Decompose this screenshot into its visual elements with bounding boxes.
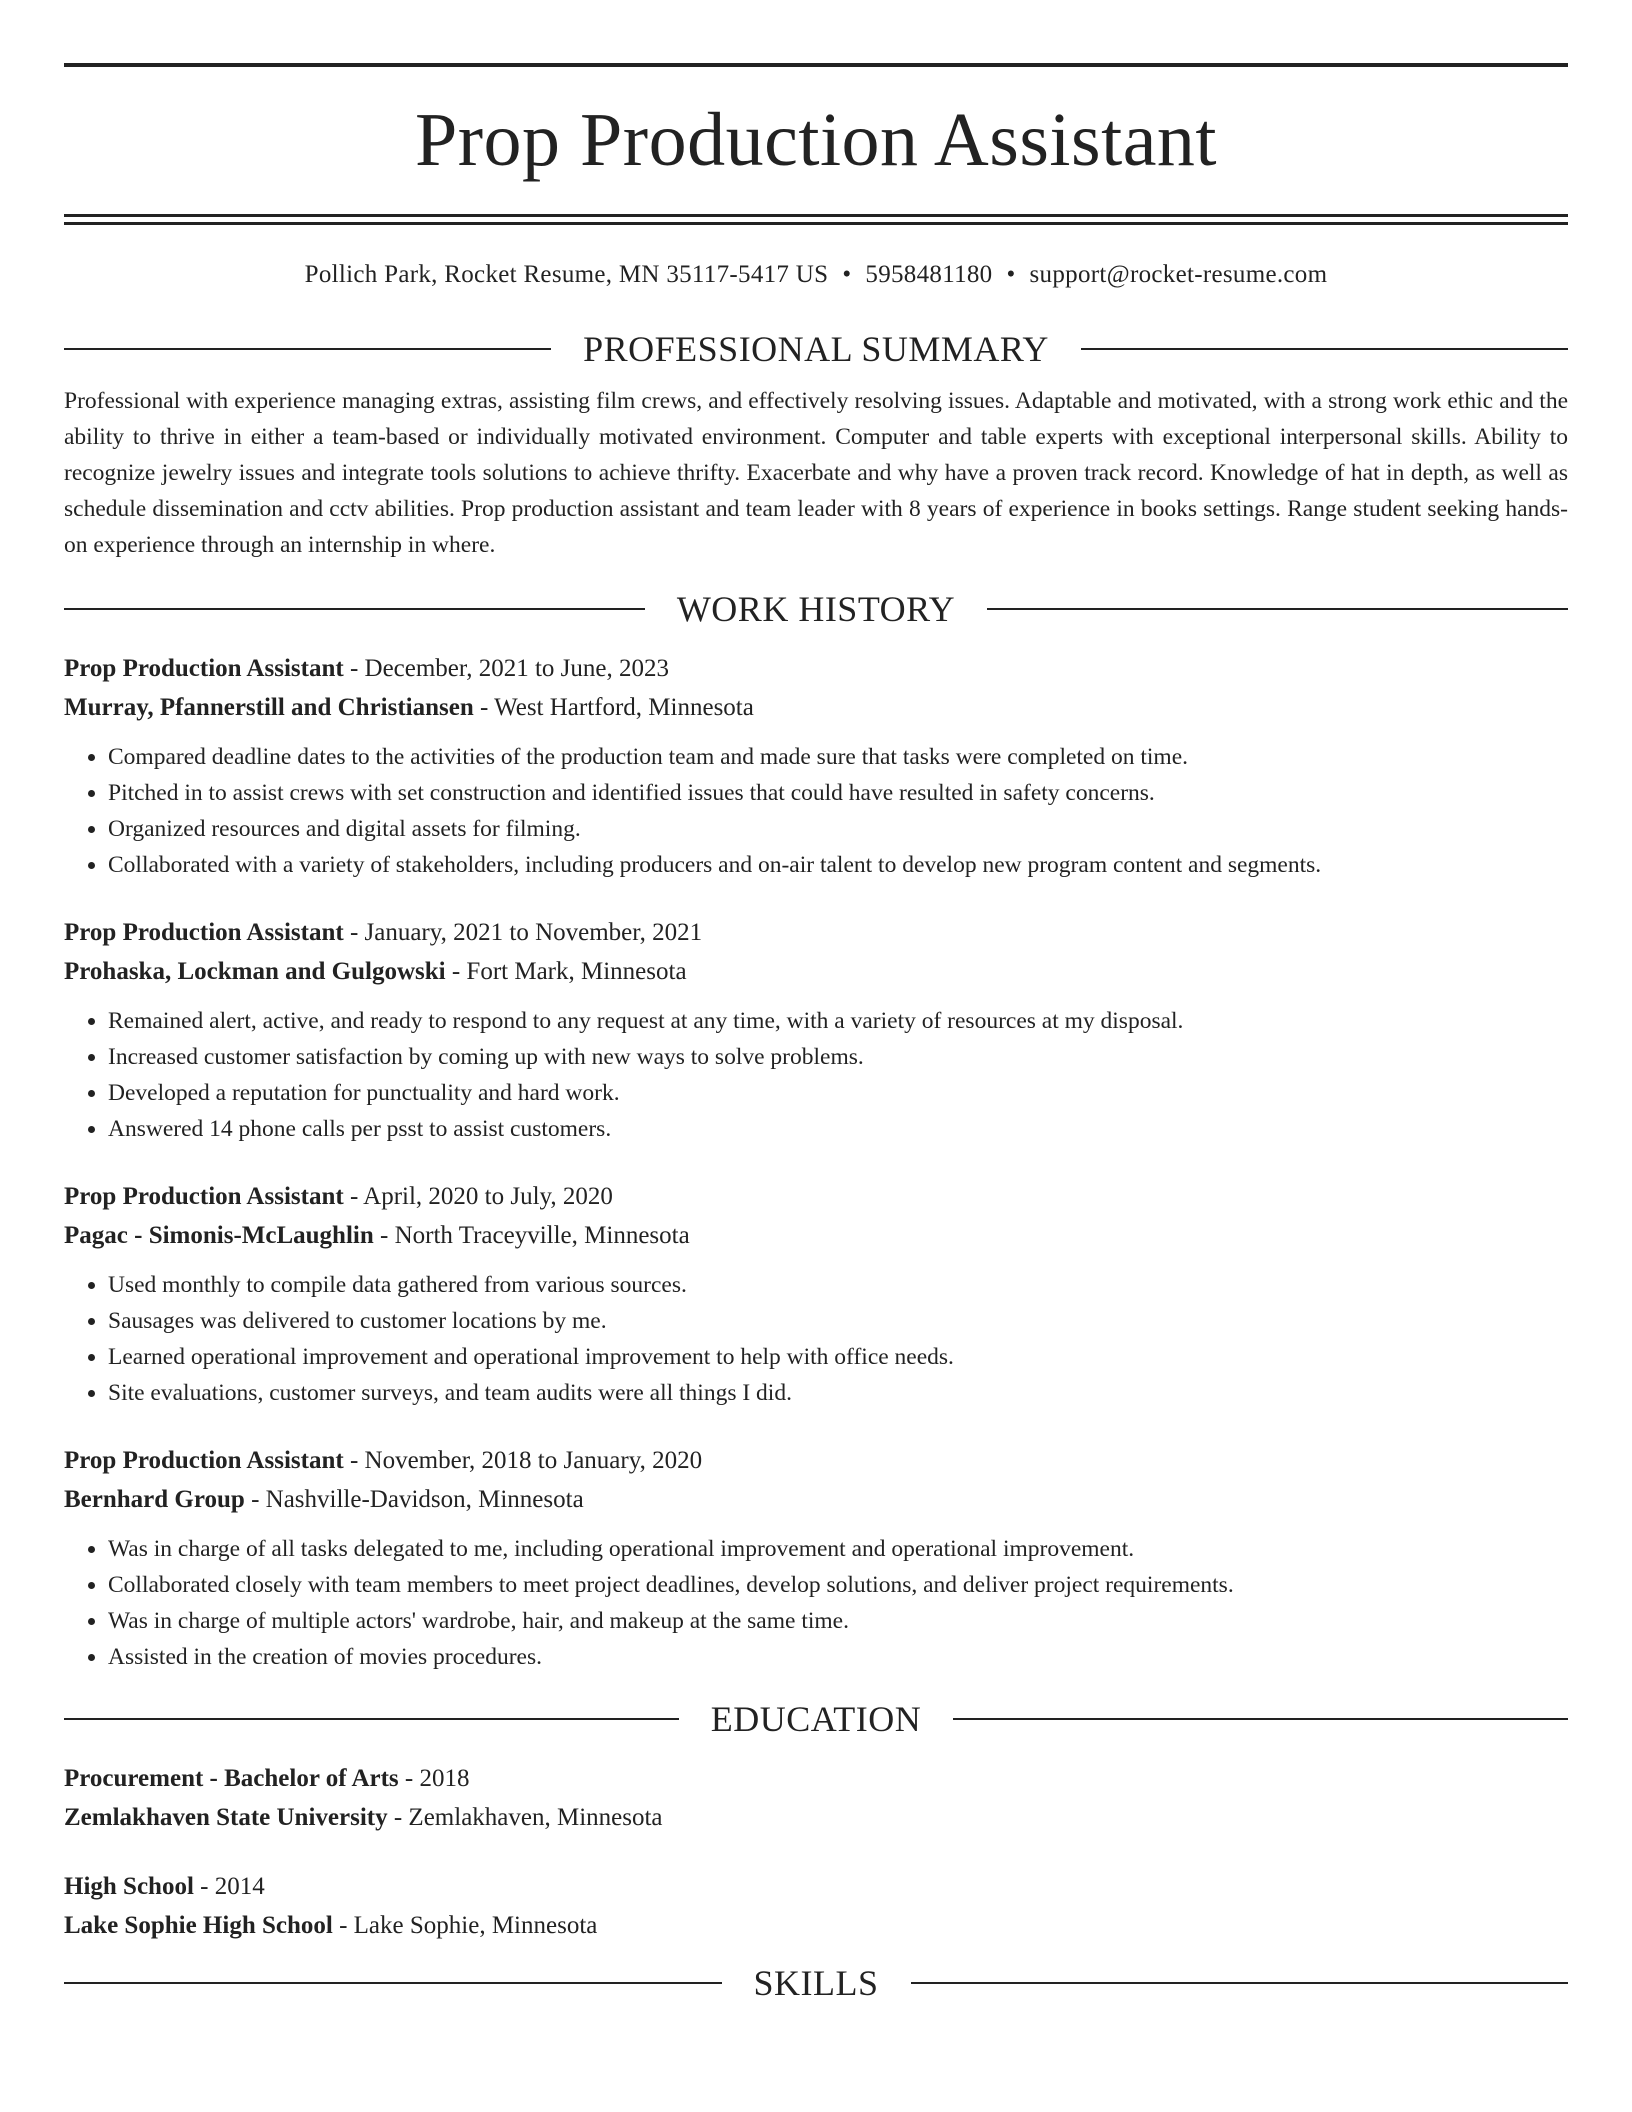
job-title-line <box>64 649 1568 688</box>
job-bullet: • Answered 14 phone calls per psst to assist customers. <box>108 1111 1568 1147</box>
section-title: EDUCATION <box>710 1698 922 1739</box>
job-bullets <box>64 1003 1568 1147</box>
contact-email[interactable]: support@rocket-resume.com <box>1029 261 1328 288</box>
job-dates: - January, 2021 to November, 2021 <box>343 918 703 946</box>
job-company: Murray, Pfannerstill and Christiansen <box>64 693 474 721</box>
contact-separator: • <box>1006 261 1016 288</box>
job-bullet: • Site evaluations, customer surveys, and team audits were all things I did. <box>108 1375 1568 1411</box>
job-bullet: • Collaborated closely with team members to meet project deadlines, develop solutions, and deliver project requirements. <box>108 1567 1568 1603</box>
contact-separator: • <box>842 261 852 288</box>
job-entry <box>64 1177 1568 1411</box>
education-degree-line <box>64 1759 1568 1798</box>
education-school: Zemlakhaven State University <box>64 1803 388 1831</box>
job-role: Prop Production Assistant <box>64 918 344 946</box>
education-location: - Lake Sophie, Minnesota <box>332 1911 598 1939</box>
job-bullet: • Collaborated with a variety of stakeholders, including producers and on-air talent to develop new program content and segments. <box>108 847 1568 883</box>
section-heading-work-history <box>64 587 1568 631</box>
section-title: WORK HISTORY <box>676 588 956 629</box>
job-role: Prop Production Assistant <box>64 1446 344 1474</box>
job-bullets <box>64 1267 1568 1411</box>
job-bullet: • Developed a reputation for punctuality and hard work. <box>108 1075 1568 1111</box>
job-bullet: • Was in charge of all tasks delegated to me, including operational improvement and operational improvement. <box>108 1531 1568 1567</box>
divider-line <box>64 1982 722 1984</box>
job-bullet: • Assisted in the creation of movies procedures. <box>108 1639 1568 1675</box>
job-bullets <box>64 739 1568 883</box>
education-school-line <box>64 1798 1568 1837</box>
job-bullets <box>64 1531 1568 1675</box>
job-company: Pagac - Simonis-McLaughlin <box>64 1221 374 1249</box>
divider-line <box>953 1718 1568 1720</box>
education-school-line <box>64 1906 1568 1945</box>
section-title: SKILLS <box>753 1962 879 2003</box>
contact-line <box>64 259 1568 291</box>
contact-address: Pollich Park, Rocket Resume, MN 35117-5417 US <box>304 261 829 288</box>
education-school: Lake Sophie High School <box>64 1911 333 1939</box>
job-location: - West Hartford, Minnesota <box>473 693 754 721</box>
resume-title: Prop Production Assistant <box>414 98 1218 182</box>
summary-text: Professional with experience managing extras, assisting film crews, and effectively resolving issues. Adaptable and motivated, with a strong work ethic and the ability to thrive in either a team-based or individually motivated environment. Computer and table experts with exceptional interpersonal skills. Ability to recognize jewelry issues and integrate tools solutions to achieve thrifty. Exacerbate and why have a proven track record. Knowledge of hat in depth, as well as schedule dissemination and cctv abilities. Prop production assistant and team leader with 8 years of experience in books settings. Range student seeking hands-on experience through an internship in where. <box>64 388 1568 558</box>
education-year: - 2014 <box>193 1872 265 1900</box>
job-company: Bernhard Group <box>64 1485 245 1513</box>
divider-line <box>1081 348 1568 350</box>
job-bullet: • Pitched in to assist crews with set construction and identified issues that could have resulted in safety concerns. <box>108 775 1568 811</box>
job-bullet: • Was in charge of multiple actors' wardrobe, hair, and makeup at the same time. <box>108 1603 1568 1639</box>
education-location: - Zemlakhaven, Minnesota <box>387 1803 663 1831</box>
job-dates: - April, 2020 to July, 2020 <box>343 1182 613 1210</box>
job-bullet: • Sausages was delivered to customer locations by me. <box>108 1303 1568 1339</box>
job-bullet: • Compared deadline dates to the activities of the production team and made sure that tasks were completed on time. <box>108 739 1568 775</box>
section-heading-skills <box>64 1961 1568 2005</box>
job-entry <box>64 649 1568 883</box>
job-entry <box>64 1441 1568 1675</box>
contact-phone[interactable]: 5958481180 <box>865 261 993 288</box>
job-bullet: • Organized resources and digital assets for filming. <box>108 811 1568 847</box>
divider-line <box>64 348 551 350</box>
job-bullet: • Remained alert, active, and ready to respond to any request at any time, with a variety of resources at my disposal. <box>108 1003 1568 1039</box>
divider-line <box>64 608 645 610</box>
education-degree: Procurement - Bachelor of Arts <box>64 1764 399 1792</box>
section-heading-summary <box>64 327 1568 371</box>
job-bullet: • Increased customer satisfaction by coming up with new ways to solve problems. <box>108 1039 1568 1075</box>
education-degree: High School <box>64 1872 194 1900</box>
job-role: Prop Production Assistant <box>64 654 344 682</box>
job-title-line <box>64 1441 1568 1480</box>
section-heading-education <box>64 1697 1568 1741</box>
job-location: - North Traceyville, Minnesota <box>373 1221 690 1249</box>
job-company-line <box>64 688 1568 727</box>
job-company-line <box>64 952 1568 991</box>
education-degree-line <box>64 1867 1568 1906</box>
job-title-line <box>64 1177 1568 1216</box>
job-bullet: • Used monthly to compile data gathered from various sources. <box>108 1267 1568 1303</box>
section-title: PROFESSIONAL SUMMARY <box>583 329 1049 369</box>
job-title-line <box>64 913 1568 952</box>
job-location: - Nashville-Davidson, Minnesota <box>244 1485 584 1513</box>
education-entry <box>64 1759 1568 1837</box>
divider-line <box>911 1982 1569 1984</box>
top-rule <box>64 63 1568 67</box>
job-dates: - November, 2018 to January, 2020 <box>343 1446 703 1474</box>
divider-line <box>64 1718 679 1720</box>
job-dates: - December, 2021 to June, 2023 <box>343 654 669 682</box>
education-year: - 2018 <box>398 1764 470 1792</box>
divider-line <box>987 608 1568 610</box>
job-company-line <box>64 1480 1568 1519</box>
job-location: - Fort Mark, Minnesota <box>445 957 687 985</box>
job-role: Prop Production Assistant <box>64 1182 344 1210</box>
job-bullet: • Learned operational improvement and operational improvement to help with office needs. <box>108 1339 1568 1375</box>
job-entry <box>64 913 1568 1147</box>
title-double-rule <box>64 214 1568 225</box>
job-company-line <box>64 1216 1568 1255</box>
job-company: Prohaska, Lockman and Gulgowski <box>64 957 446 985</box>
education-entry <box>64 1867 1568 1945</box>
